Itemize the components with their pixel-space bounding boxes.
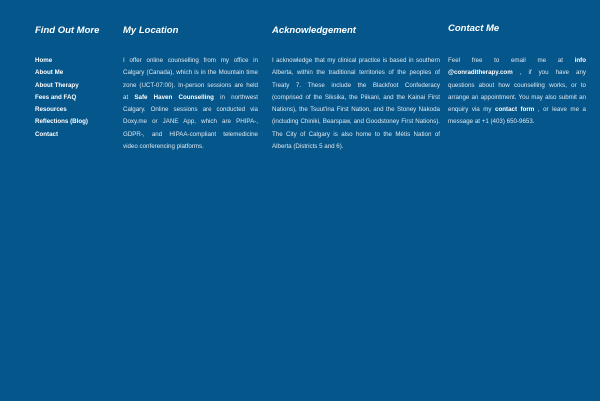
nav-item-about-me[interactable] xyxy=(35,67,88,79)
nav-item-home[interactable] xyxy=(35,55,88,67)
acknowledgement-text: I acknowledge that my clinical practice is based in southern Alberta, within the traditional territories of the peoples of Treaty 7. These include the Blackfoot Confederacy (comprised of the Siksika, the Piikani, and the Kainai First Nations), the Tsuut'ina First Nation, and the Stoney Nakoda (including Chiniki, Bearspaw, and Goodstoney First Nations). The City of Calgary is also home to the Métis Nation of Alberta (Districts 5 and 6). xyxy=(272,57,440,151)
contact-text-part2: , if you have any questions about how counselling works, or to arrange an appointment. You may also submit an enquiry via my xyxy=(448,69,586,114)
nav-link-home[interactable]: Home xyxy=(35,57,53,64)
nav-link-about-therapy[interactable]: About Therapy xyxy=(35,81,79,89)
contact-text-part3: , or leave me a message at +1 (403) 650-9653. xyxy=(448,106,586,126)
nav-heading: Find Out More xyxy=(35,25,100,36)
nav-link-contact[interactable]: Contact xyxy=(35,130,59,138)
contact-heading: Contact Me xyxy=(448,23,500,34)
email-domain[interactable]: @conraditherapy.com xyxy=(448,69,513,77)
nav-item-fees-faq[interactable] xyxy=(35,92,88,104)
nav-item-reflections[interactable] xyxy=(35,116,88,128)
contact-text xyxy=(448,55,586,129)
location-heading: My Location xyxy=(123,25,179,36)
contact-text-part1: Feel free to email me at xyxy=(448,57,575,64)
location-text-part1: I offer online counselling from my office in Calgary (Canada), which is in the Mountain time zone (UCT-07:00). In-person sessions are held at xyxy=(123,57,258,101)
nav-link-fees-faq[interactable]: Fees and FAQ xyxy=(35,93,77,101)
nav-link-reflections[interactable]: Reflections (Blog) xyxy=(35,118,88,126)
location-text xyxy=(123,55,258,153)
nav-link-resources[interactable]: Resources xyxy=(35,106,67,114)
nav-item-contact[interactable] xyxy=(35,129,88,141)
nav-link-about-me[interactable]: About Me xyxy=(35,69,64,77)
footer-nav-list xyxy=(35,55,88,141)
nav-item-resources[interactable] xyxy=(35,104,88,116)
nav-item-about-therapy[interactable] xyxy=(35,80,88,92)
acknowledgement-heading: Acknowledgement xyxy=(272,25,356,36)
contact-form-link[interactable]: contact form xyxy=(495,106,535,114)
location-text-part2: in northwest Calgary. Online sessions are conducted via Doxy.me or JANE App, which are PHIPA-, GDPR-, and HIPAA-compliant telemedicine video conferencing platforms. xyxy=(123,93,258,151)
email-user[interactable]: info xyxy=(574,57,586,64)
safe-haven-name: Safe Haven Counselling xyxy=(134,93,214,101)
